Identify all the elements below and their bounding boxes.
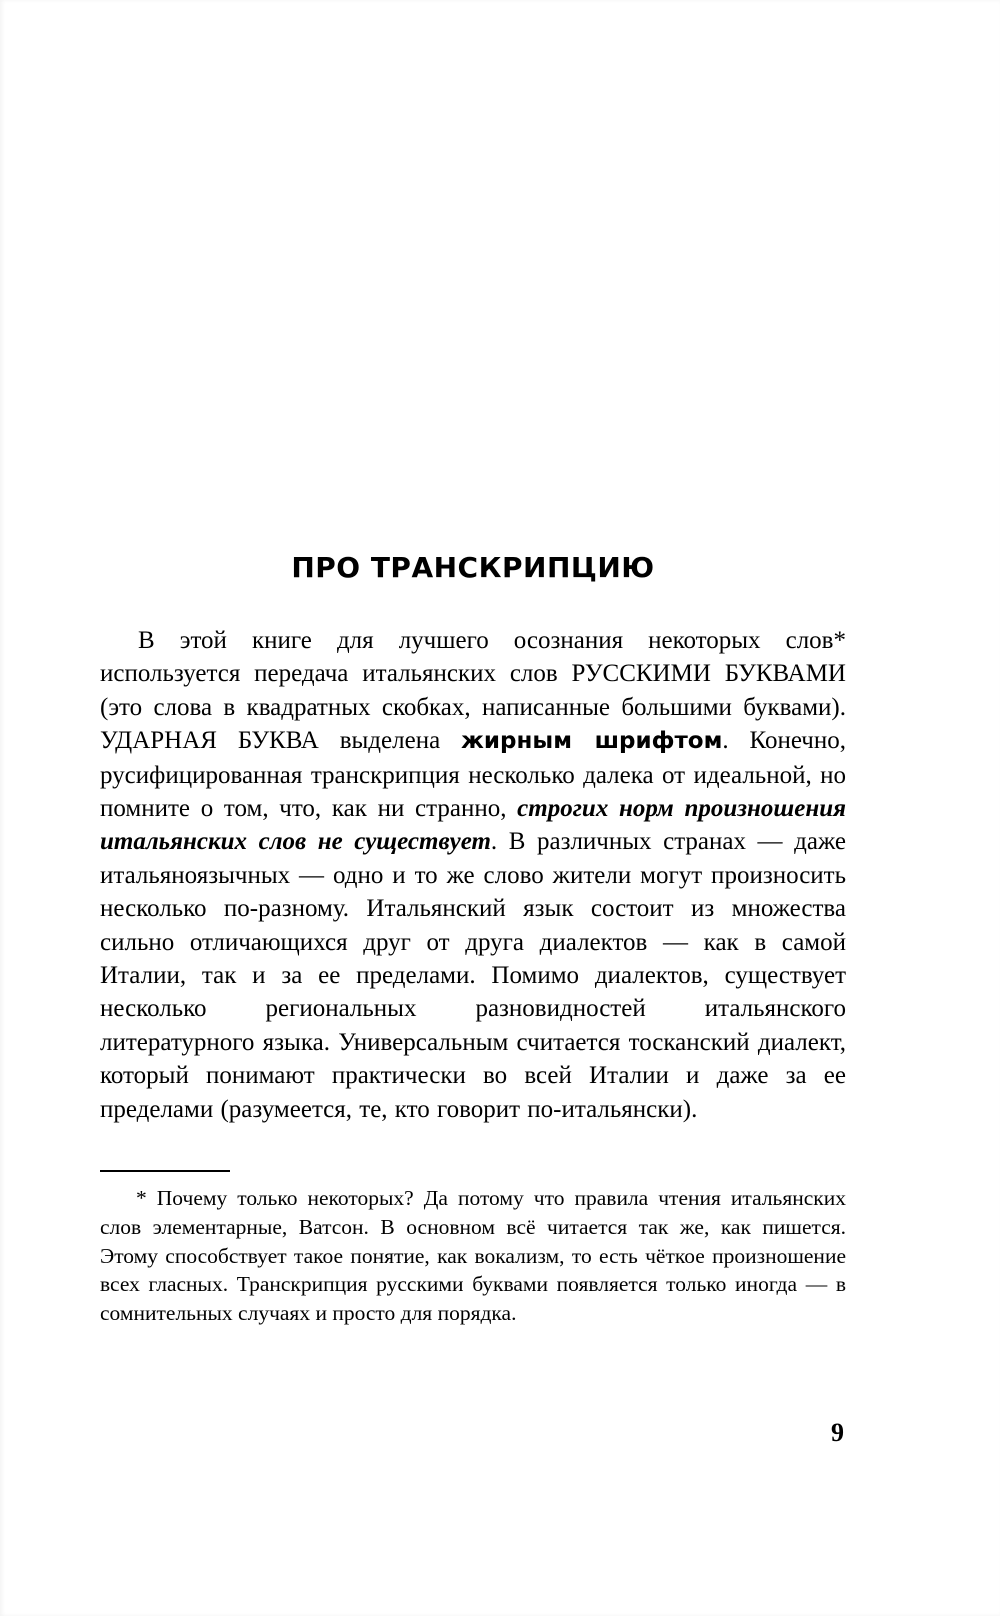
text-segment-plain: В этой книге для лучшего осознания некоторых слов* используется передача итальянских слов РУССКИМИ БУКВАМИ (это слова в квадратных скобках, написанные большими буквами). УДАРНАЯ БУКВА выделена [100,627,846,755]
text-segment-plain: . Конечно, русифицированная транскрипция несколько далека от идеальной, но помните о том, что, как ни странно, [100,727,846,823]
text-segment-bold-italic: строгих норм произношения итальянских слов не существует [100,795,846,856]
body-paragraph [100,624,846,1126]
page-number: 9 [831,1418,844,1447]
text-segment-plain: . В различных странах — даже итальяноязычных — одно и то же слово жители могут произносить несколько по-разному. Итальянский язык состоит из множества сильно отличающихся друг от друга диалектов — как в самой Италии, так и за ее пределами. Помимо диалектов, существует несколько региональных разновидностей итальянского литературного языка. Универсальным считается тосканский диалект, который понимают практически во всей Италии и даже за ее пределами (разумеется, те, кто говорит по-итальянски). [100,828,846,1123]
chapter-title: ПРО ТРАНСКРИПЦИЮ [291,551,655,584]
text-segment-bold: жирным шрифтом [461,728,723,755]
footnote-paragraph: * Почему только некоторых? Да потому что правила чтения итальянских слов элементарные, Ватсон. В основном всё читается так же, как пишется. Этому способствует такое понятие, как вокализм, то есть чёткое произношение всех гласных. Транскрипция русскими буквами появляется только иногда — в сомнительных случаях и просто для порядка. [100,1186,846,1326]
text-column [100,552,846,1328]
footnote-divider [100,1170,230,1172]
